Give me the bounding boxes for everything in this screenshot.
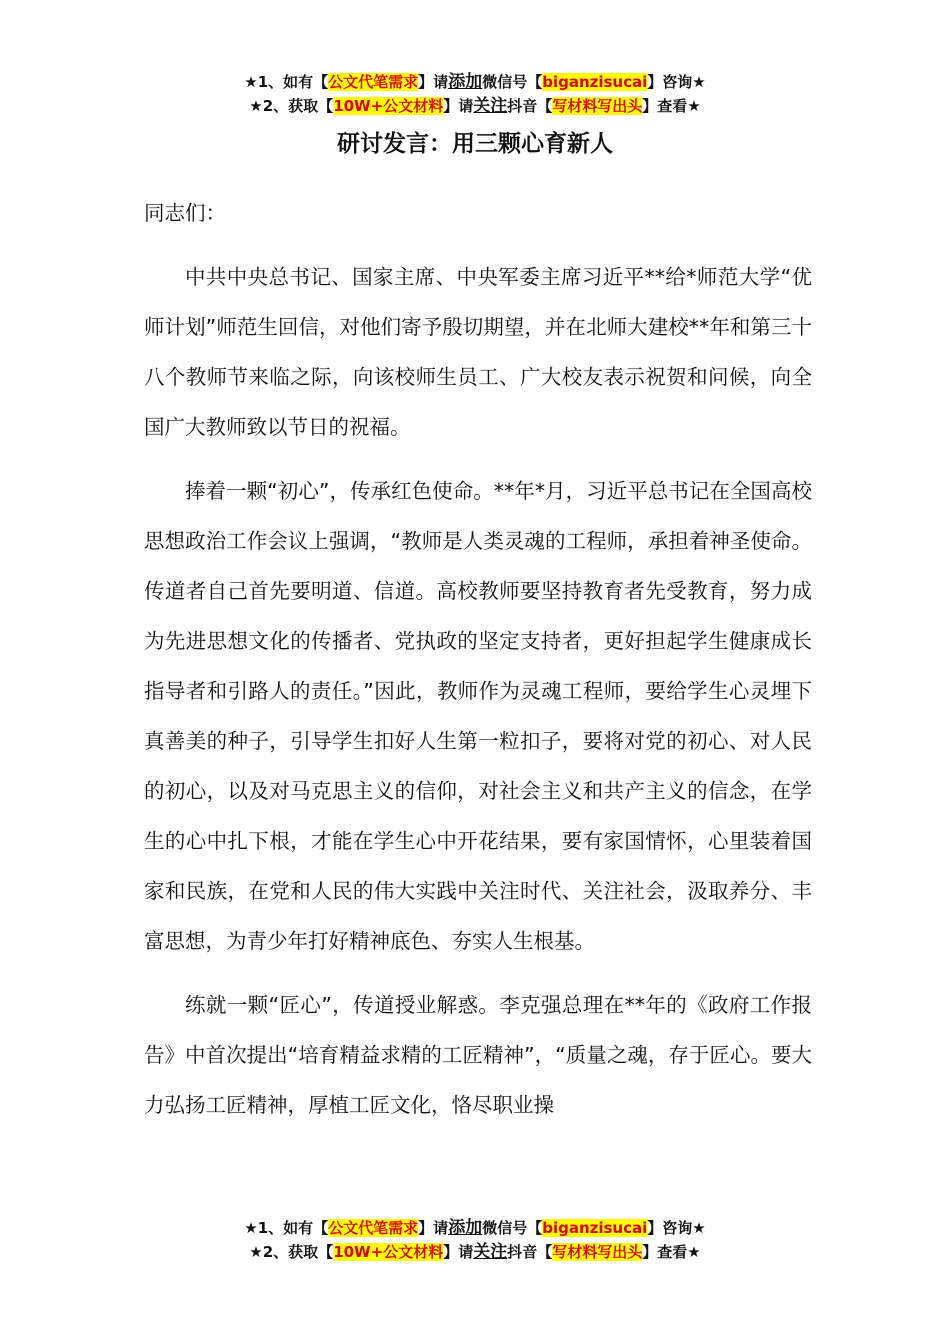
wechat-id-highlight: biganzisucai: [542, 73, 648, 91]
banner-text: 】查看★: [642, 97, 701, 115]
add-text: 添加: [448, 72, 483, 92]
banner-text: ★1、如有【: [244, 1219, 329, 1237]
materials-highlight: 10W+公文材料: [333, 1243, 444, 1261]
banner-line-2: [0, 1240, 950, 1264]
banner-line-2: [0, 94, 950, 118]
banner-text: ★2、获取【: [249, 97, 334, 115]
banner-text: 】请: [418, 1219, 449, 1237]
banner-text: 】请: [443, 1243, 474, 1261]
banner-line-1: [0, 70, 950, 94]
paragraph-2: 捧着一颗“初心”，传承红色使命。**年*月，习近平总书记在全国高校思想政治工作会议上强调，“教师是人类灵魂的工程师，承担着神圣使命。传道者自己首先要明道、信道。高校教师要坚持教育者先受教育，努力成为先进思想文化的传播者、党执政的坚定支持者，更好担起学生健康成长指导者和引路人的责任。”因此，教师作为灵魂工程师，要给学生心灵埋下真善美的种子，引导学生扣好人生第一粒扣子，要将对党的初心、对人民的初心，以及对马克思主义的信仰，对社会主义和共产主义的信念，在学生的心中扎下根，才能在学生心中开花结果，要有家国情怀，心里装着国家和民族，在党和人民的伟大实践中关注时代、关注社会，汲取养分、丰富思想，为青少年打好精神底色、夯实人生根基。: [144, 479, 812, 953]
douyin-highlight: 写材料写出头: [552, 97, 643, 115]
paragraph-3: 练就一颗“匠心”，传道授业解惑。李克强总理在**年的《政府工作报告》中首次提出“培育精益求精的工匠精神”，“质量之魂，存于匠心。要大力弘扬工匠精神，厚植工匠文化，恪尽职业操: [144, 993, 812, 1117]
document-body: [144, 188, 812, 1144]
follow-text: 关注: [473, 1242, 508, 1262]
banner-text: ★2、获取【: [249, 1243, 334, 1261]
greeting: 同志们：: [144, 201, 226, 225]
banner-text: 】咨询★: [647, 73, 706, 91]
banner-text: 】查看★: [642, 1243, 701, 1261]
header-banner: [0, 70, 950, 118]
banner-text: 微信号【: [482, 73, 543, 91]
banner-text: 微信号【: [482, 1219, 543, 1237]
banner-text: 抖音【: [507, 1243, 553, 1261]
banner-text: 】咨询★: [647, 1219, 706, 1237]
banner-text: 】请: [443, 97, 474, 115]
footer-banner: [0, 1216, 950, 1264]
banner-text: 抖音【: [507, 97, 553, 115]
douyin-highlight: 写材料写出头: [552, 1243, 643, 1261]
document-title: 研讨发言：用三颗心育新人: [337, 131, 613, 157]
banner-line-1: [0, 1216, 950, 1240]
add-text: 添加: [448, 1218, 483, 1238]
follow-text: 关注: [473, 96, 508, 116]
materials-highlight: 10W+公文材料: [333, 97, 444, 115]
service-highlight: 公文代笔需求: [328, 1219, 419, 1237]
banner-text: ★1、如有【: [244, 73, 329, 91]
service-highlight: 公文代笔需求: [328, 73, 419, 91]
paragraph-1: 中共中央总书记、国家主席、中央军委主席习近平**给*师范大学“优师计划”师范生回信，对他们寄予殷切期望，并在北师大建校**年和第三十八个教师节来临之际，向该校师生员工、广大校友表示祝贺和问候，向全国广大教师致以节日的祝福。: [144, 265, 812, 439]
wechat-id-highlight: biganzisucai: [542, 1219, 648, 1237]
banner-text: 】请: [418, 73, 449, 91]
